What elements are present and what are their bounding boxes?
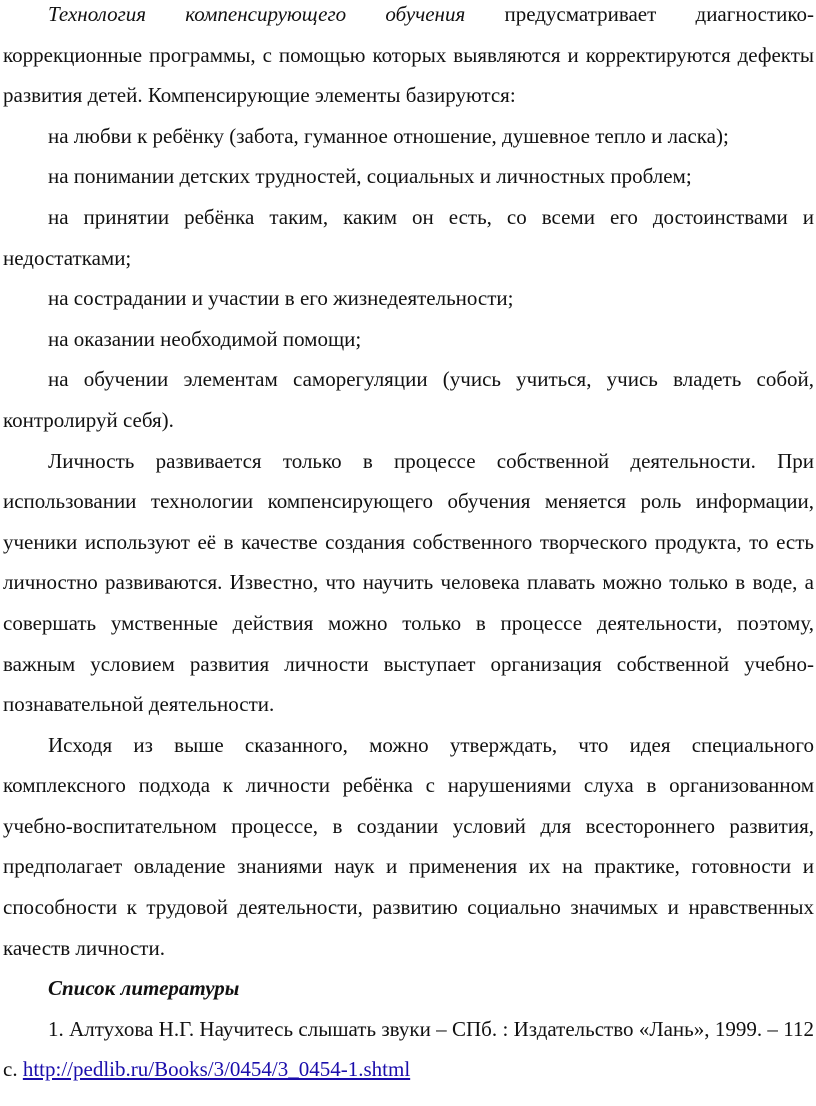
intro-term: Технология компенсирующего обучения (48, 2, 466, 26)
intro-paragraph (3, 0, 814, 116)
list-item: на оказании необходимой помощи; (48, 326, 362, 351)
list-item: на обучении элементам саморегуляции (учись учиться, учись владеть собой, контролируй себя). (3, 367, 814, 432)
reference-link[interactable]: http://pedlib.ru/Books/3/0454/3_0454-1.shtml (22, 1057, 411, 1082)
personality-paragraph: Личность развивается только в процессе собственной деятельности. При использовании технологии компенсирующего обучения меняется роль информации, ученики используют её в качестве создания собственного творческого продукта, то есть личностно развиваются. Известно, что научить человека плавать можно только в воде, а совершать умственные действия можно только в процессе деятельности, поэтому, важным условием развития личности выступает организация собственной учебно-познавательной деятельности. (3, 448, 814, 717)
list-item: на любви к ребёнку (забота, гуманное отношение, душевное тепло и ласка); (48, 123, 729, 148)
list-item: на понимании детских трудностей, социальных и личностных проблем; (48, 164, 692, 189)
list-item: на сострадании и участии в его жизнедеятельности; (48, 286, 514, 311)
references-heading: Список литературы (48, 976, 240, 1001)
list-item: на принятии ребёнка таким, каким он есть, со всеми его достоинствами и недостатками; (3, 204, 814, 270)
reference-entry (3, 1009, 814, 1090)
intro-text: предусматривает диагностико-коррекционные программы, с помощью которых выявляются и корректируются дефекты развития детей. Компенсирующие элементы базируются: (3, 2, 814, 108)
conclusion-paragraph: Исходя из выше сказанного, можно утверждать, что идея специального комплексного подхода к личности ребёнка с нарушениями слуха в организованном учебно-воспитательном процессе, в создании условий для всестороннего развития, предполагает овладение знаниями наук и применения их на практике, готовности и способности к трудовой деятельности, развитию социально значимых и нравственных качеств личности. (3, 732, 814, 960)
reference-text: 1. Алтухова Н.Г. Научитесь слышать звуки – СПб. : Издательство «Лань», 1999. – 112 с. (3, 1016, 814, 1082)
document-page (3, 0, 814, 1090)
